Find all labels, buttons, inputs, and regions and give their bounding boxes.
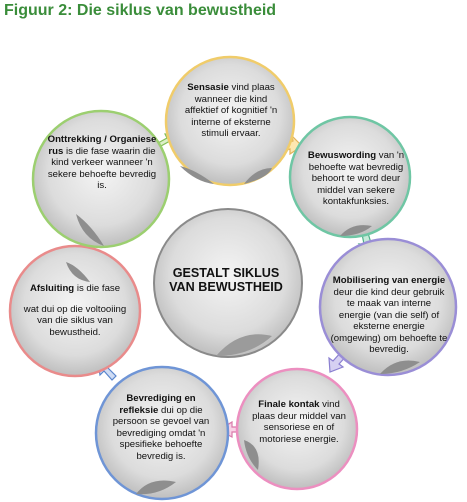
stage-text-bewuswording (306, 150, 406, 208)
stage-title-bewuswording: Bewuswording (307, 150, 377, 161)
stage-text-mobilisering (330, 275, 448, 356)
stage-title-finale-kontak: Finale kontak (258, 399, 320, 410)
stage-desc-mobilisering: deur die kind deur gebruik te maak van interne energie (van die self) of eksterne energie (omgewing) om behoefte te bevredig. (330, 286, 448, 355)
stage-desc-onttrekking: is die fase waarin die kind verkeer wanneer 'n sekere behoefte bevredig is. (47, 145, 157, 191)
stage-desc-sensasie: vind plaas wanneer die kind affektief of kognitief 'n interne of eksterne stimuli ervaar. (184, 82, 278, 139)
stage-text-afsluiting (22, 283, 128, 338)
center-label-line2: VAN BEWUSTHEID (169, 280, 283, 294)
stage-desc-finale-kontak: vind plaas deur middel van sensoriese en of motoriese energie. (252, 399, 346, 445)
center-label (152, 266, 300, 294)
stage-desc-bewuswording: van 'n behoefte wat bevredig behoort te word deur middel van sekere kontakfunksies. (308, 150, 405, 207)
stage-title-sensasie: Sensasie (187, 82, 229, 93)
stage-desc2-afsluiting: wat dui op die voltooiing van die siklus van bewustheid. (23, 303, 127, 338)
stage-text-bevrediging (108, 393, 214, 462)
stage-text-finale-kontak (247, 399, 351, 445)
stage-title-bevrediging: Bevrediging en refleksie (119, 393, 196, 416)
figure-title: Figuur 2: Die siklus van bewustheid (4, 2, 277, 19)
stage-text-sensasie (182, 82, 280, 140)
center-label-line1: GESTALT SIKLUS (172, 266, 280, 280)
stage-title-onttrekking: Onttrekking / Organiese rus (47, 134, 157, 157)
stage-desc-bevrediging: dui op die persoon se gevoel van bevrediging omdat 'n spesifieke behoefte bevredig is. (112, 404, 210, 462)
stage-desc-afsluiting: is die fase (74, 283, 121, 294)
stage-title-afsluiting: Afsluiting (29, 283, 75, 294)
stage-text-onttrekking (46, 134, 158, 192)
stage-title-mobilisering: Mobilisering van energie (332, 275, 446, 286)
